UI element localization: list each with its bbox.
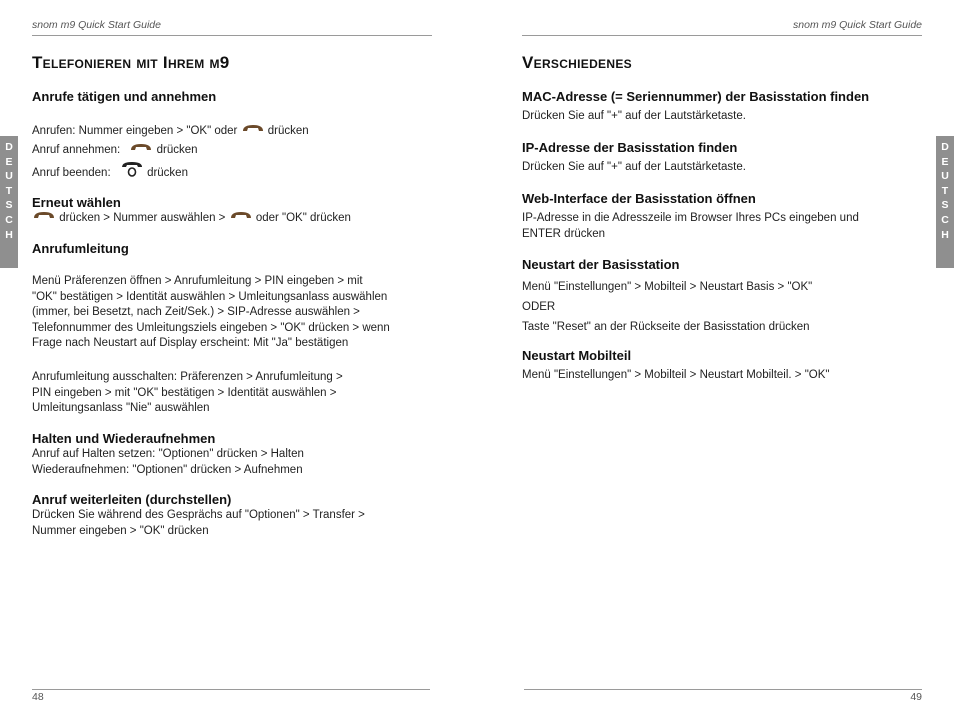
page-number-right: 49 bbox=[910, 691, 922, 703]
section-heading-calls: Anrufe tätigen und annehmen bbox=[32, 89, 217, 104]
forwarding-paragraph: Menü Präferenzen öffnen > Anrufumleitung > PIN eingeben > mit "OK" bestätigen > Identität auswählen > Umleitungsanlass auswählen (immer, bei Besetzt, nach Zeit/Sek.) > SIP-Adresse auswählen > Telefonnummer des Umleitungsziels eingeben > "OK" drücken > wenn Frage nach Neustart auf Display erscheint: Mit "Ja" bestätigen bbox=[32, 275, 390, 349]
transfer-paragraph: Drücken Sie während des Gesprächs auf "Optionen" > Transfer > Nummer eingeben > "OK" drücken bbox=[32, 509, 365, 537]
phone-green-key-icon bbox=[32, 210, 56, 226]
hold-paragraph: Anruf auf Halten setzen: "Optionen" drücken > Halten Wiederaufnehmen: "Optionen" drücken > Aufnehmen bbox=[32, 448, 304, 476]
line-redial: drücken > Nummer auswählen > oder "OK" drücken bbox=[32, 210, 351, 226]
page-title-right: Verschiedenes bbox=[522, 53, 632, 72]
phone-red-key-icon bbox=[120, 162, 144, 184]
running-header-left: snom m9 Quick Start Guide bbox=[32, 19, 161, 31]
section-heading-web: Web-Interface der Basisstation öffnen bbox=[522, 191, 756, 206]
line-beenden: Anruf beenden: drücken bbox=[32, 162, 188, 184]
section-heading-hold: Halten und Wiederaufnehmen bbox=[32, 431, 216, 446]
ip-paragraph: Drücken Sie auf "+" auf der Lautstärketaste. bbox=[522, 161, 746, 173]
line-annehmen: Anruf annehmen: drücken bbox=[32, 143, 198, 156]
section-heading-restart-base: Neustart der Basisstation bbox=[522, 257, 680, 272]
phone-green-key-icon bbox=[229, 210, 253, 226]
web-paragraph: IP-Adresse in die Adresszeile im Browser Ihres PCs eingeben und ENTER drücken bbox=[522, 212, 859, 240]
line-anrufen: Anrufen: Nummer eingeben > "OK" oder drücken bbox=[32, 124, 309, 137]
header-rule-right bbox=[522, 35, 922, 36]
page-number-left: 48 bbox=[32, 691, 44, 703]
page-title-left: Telefonieren mit Ihrem m9 bbox=[32, 53, 230, 72]
restart-base-paragraph: Menü "Einstellungen" > Mobilteil > Neustart Basis > "OK" ODER Taste "Reset" an der Rückseite der Basisstation drücken bbox=[522, 281, 813, 333]
language-tab-right: D E U T S C H bbox=[936, 136, 954, 268]
header-rule-left bbox=[32, 35, 432, 36]
mac-paragraph: Drücken Sie auf "+" auf der Lautstärketaste. bbox=[522, 110, 746, 122]
restart-handset-paragraph: Menü "Einstellungen" > Mobilteil > Neustart Mobilteil. > "OK" bbox=[522, 369, 830, 381]
forwarding-off-paragraph: Anrufumleitung ausschalten: Präferenzen > Anrufumleitung > PIN eingeben > mit "OK" bestätigen > Identität auswählen > Umleitungsanlass "Nie" auswählen bbox=[32, 371, 343, 414]
phone-green-key-icon bbox=[129, 142, 153, 158]
section-heading-redial: Erneut wählen bbox=[32, 195, 121, 210]
phone-green-key-icon bbox=[241, 123, 265, 139]
running-header-right: snom m9 Quick Start Guide bbox=[793, 19, 922, 31]
footer-rule-right bbox=[524, 689, 922, 690]
section-heading-transfer: Anruf weiterleiten (durchstellen) bbox=[32, 492, 232, 507]
section-heading-forwarding: Anrufumleitung bbox=[32, 241, 129, 256]
language-tab-left: D E U T S C H bbox=[0, 136, 18, 268]
section-heading-mac: MAC-Adresse (= Seriennummer) der Basisstation finden bbox=[522, 89, 870, 104]
section-heading-restart-handset: Neustart Mobilteil bbox=[522, 348, 632, 363]
section-heading-ip: IP-Adresse der Basisstation finden bbox=[522, 140, 738, 155]
footer-rule-left bbox=[32, 689, 430, 690]
